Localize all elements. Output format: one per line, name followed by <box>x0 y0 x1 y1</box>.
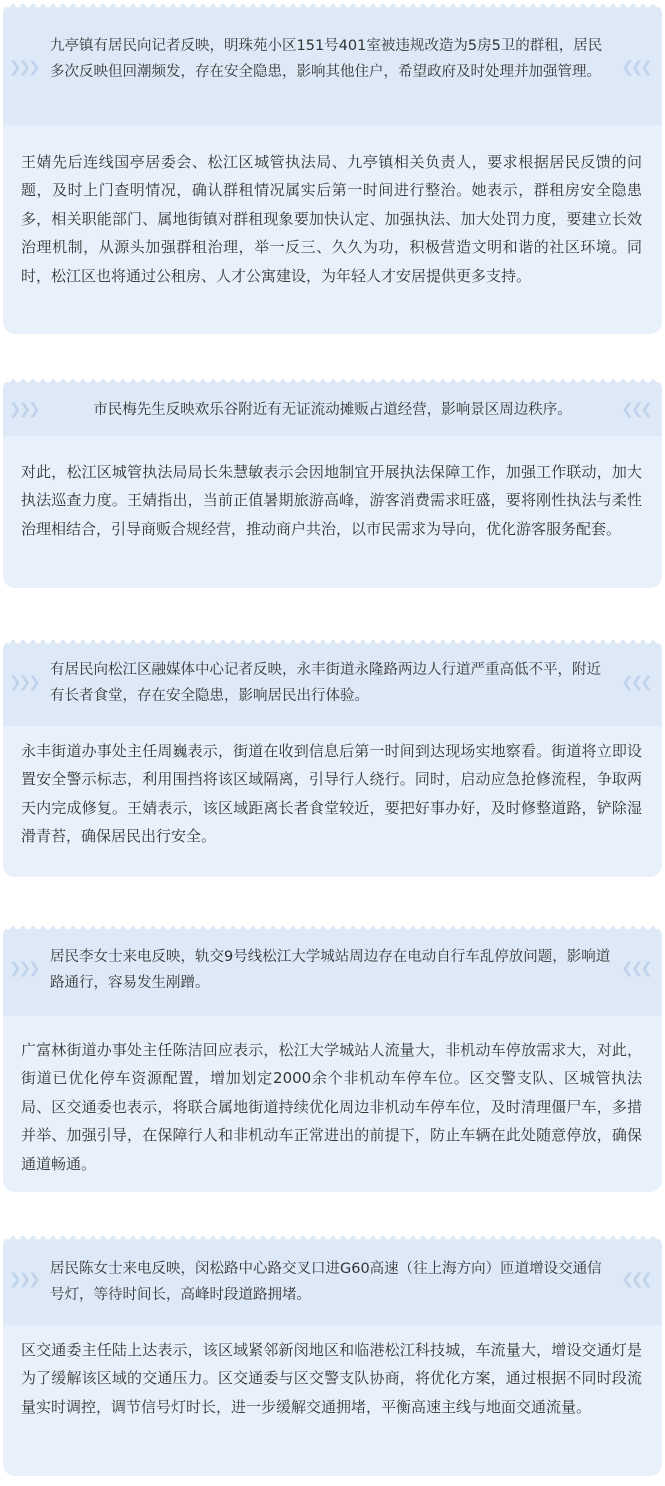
answer-text: 王婧先后连线国亭居委会、松江区城管执法局、九亭镇相关负责人，要求根据居民反馈的问题，及时上门查明情况，确认群租情况属实后第一时间进行整治。她表示，群租房安全隐患多，相关职能部门、属地街镇对群租现象要加快认定、加强执法、加大处罚力度，要建立长效治理机制，从源头加强群租治理，举一反三、久久为功，积极营造文明和谐的社区环境。同时，松江区也将通过公租房、人才公寓建设，为年轻人才安居提供更多支持。 <box>21 153 642 285</box>
double-chevron-left-icon: ❮❮❮ <box>621 400 650 418</box>
answer-text: 对此，松江区城管执法局局长朱慧敏表示会因地制宜开展执法保障工作，加强工作联动，加大执法巡查力度。王婧指出，当前正值暑期旅游高峰，游客消费需求旺盛，要将刚性执法与柔性治理相结合，引导商贩合规经营，推动商户共治，以市民需求为导向，优化游客服务配套。 <box>21 463 642 538</box>
question-text: 市民梅先生反映欢乐谷附近有无证流动摊贩占道经营，影响景区周边秩序。 <box>93 402 572 418</box>
qa-card-3 <box>3 640 662 877</box>
double-chevron-left-icon: ❮❮❮ <box>621 58 650 76</box>
qa-card-2 <box>3 379 662 588</box>
double-chevron-right-icon: ❯❯❯ <box>9 58 38 76</box>
question-text: 有居民向松江区融媒体中心记者反映，永丰街道永隆路两边人行道严重高低不平，附近有长者食堂，存在安全隐患，影响居民出行体验。 <box>50 662 601 704</box>
answer-panel <box>3 1325 662 1476</box>
double-chevron-right-icon: ❯❯❯ <box>9 673 38 691</box>
answer-text: 区交通委主任陆上达表示，该区域紧邻新闵地区和临港松江科技城，车流量大，增设交通灯是为了缓解该区域的交通压力。区交通委与区交警支队协商，将优化方案，通过根据不同时段流量实时调控，调节信号灯时长，进一步缓解交通拥堵，平衡高速主线与地面交通流量。 <box>21 1341 642 1416</box>
answer-text: 永丰街道办事处主任周巍表示，街道在收到信息后第一时间到达现场实地察看。街道将立即设置安全警示标志，利用围挡将该区域隔离，引导行人绕行。同时，启动应急抢修流程，争取两天内完成修复。王婧表示，该区域距离长者食堂较近，要把好事办好，及时修整道路，铲除湿滑青苔，确保居民出行安全。 <box>21 742 642 846</box>
double-chevron-left-icon: ❮❮❮ <box>621 1270 650 1288</box>
question-panel <box>3 4 662 125</box>
question-panel <box>3 926 662 1016</box>
double-chevron-right-icon: ❯❯❯ <box>9 1270 38 1288</box>
question-panel <box>3 379 662 436</box>
answer-panel <box>3 726 662 877</box>
qa-card-4 <box>3 926 662 1192</box>
answer-panel <box>3 436 662 588</box>
answer-panel <box>3 1016 662 1192</box>
question-text: 居民李女士来电反映，轨交9号线松江大学城站周边存在电动自行车乱停放问题，影响道路通行，容易发生剐蹭。 <box>50 949 611 991</box>
answer-panel <box>3 125 662 334</box>
double-chevron-left-icon: ❮❮❮ <box>621 959 650 977</box>
answer-text: 广富林街道办事处主任陈洁回应表示，松江大学城站人流量大，非机动车停放需求大，对此，街道已优化停车资源配置，增加划定2000余个非机动车停车位。区交警支队、区城管执法局、区交通委也表示，将联合属地街道持续优化周边非机动车停车位，及时清理僵尸车，多措并举、加强引导，在保障行人和非机动车正常进出的前提下，防止车辆在此处随意停放，确保通道畅通。 <box>21 1041 642 1173</box>
question-panel <box>3 1236 662 1325</box>
double-chevron-left-icon: ❮❮❮ <box>621 673 650 691</box>
double-chevron-right-icon: ❯❯❯ <box>9 959 38 977</box>
question-text: 居民陈女士来电反映，闵松路中心路交叉口进G60高速（往上海方向）匝道增设交通信号灯，等待时间长，高峰时段道路拥堵。 <box>50 1261 602 1303</box>
qa-card-1 <box>3 4 662 334</box>
question-panel <box>3 640 662 726</box>
qa-card-5 <box>3 1236 662 1476</box>
question-text: 九亭镇有居民向记者反映，明珠苑小区151号401室被违规改造为5房5卫的群租，居民多次反映但回潮频发，存在安全隐患，影响其他住户，希望政府及时处理并加强管理。 <box>50 38 603 80</box>
double-chevron-right-icon: ❯❯❯ <box>9 400 38 418</box>
